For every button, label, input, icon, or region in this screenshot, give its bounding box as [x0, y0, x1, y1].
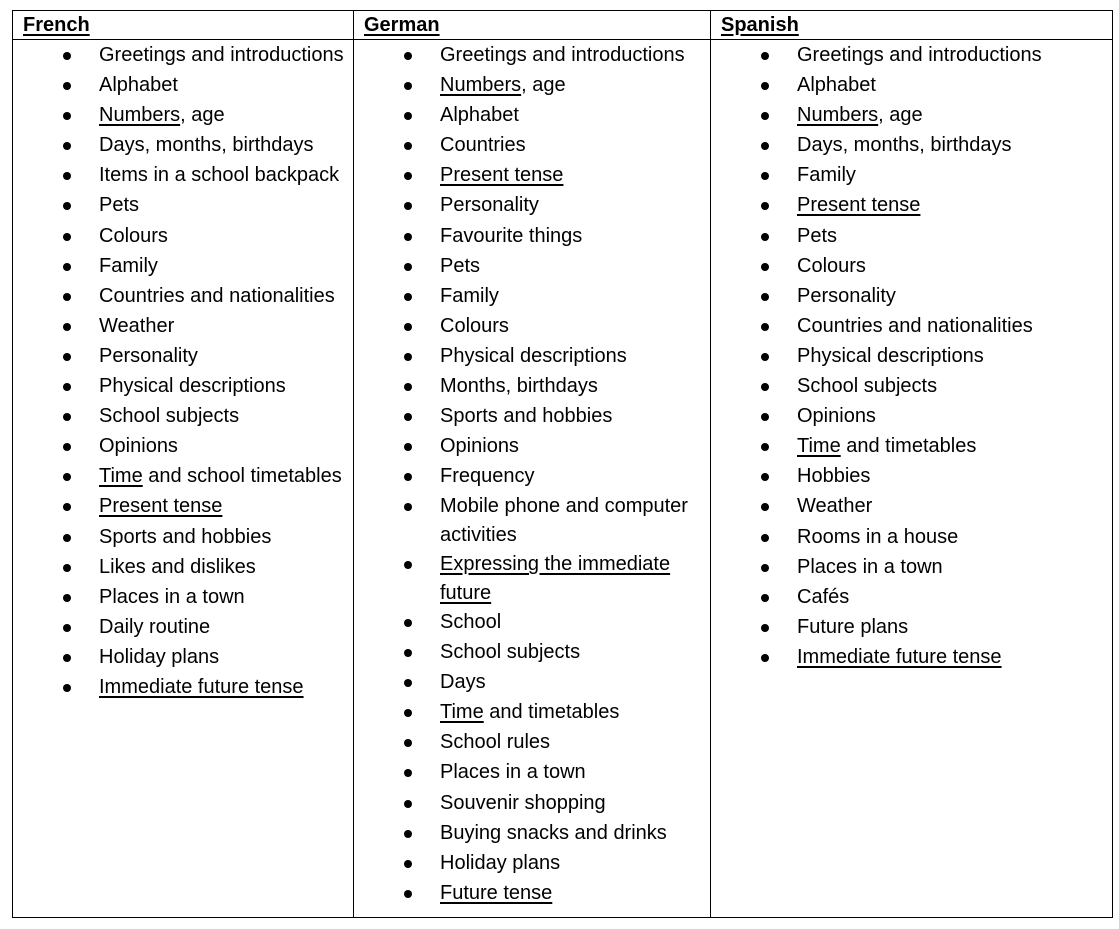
topic-text: Sports and hobbies — [440, 405, 613, 428]
topics-row — [13, 40, 1113, 918]
bullet-icon — [63, 473, 71, 481]
bullet-icon — [63, 654, 71, 662]
topic-text: Family — [99, 254, 158, 277]
underlined-term: Numbers — [440, 74, 522, 97]
bullet-icon — [63, 293, 71, 301]
bullet-icon — [63, 684, 71, 692]
bullet-icon — [63, 503, 71, 511]
list-item — [354, 282, 710, 311]
topic-text: , age — [180, 104, 225, 127]
bullet-icon — [761, 413, 769, 421]
bullet-icon — [761, 654, 769, 662]
topic-text: Holiday plans — [440, 851, 561, 874]
list-item — [711, 191, 1112, 220]
list-item — [354, 41, 710, 70]
list-item — [711, 613, 1112, 642]
list-item — [711, 523, 1112, 552]
bullet-icon — [761, 473, 769, 481]
bullet-icon — [404, 323, 412, 331]
bullet-icon — [404, 413, 412, 421]
bullet-icon — [63, 443, 71, 451]
topic-text: Likes and dislikes — [99, 555, 256, 578]
list-item — [711, 342, 1112, 371]
list-item — [354, 879, 710, 908]
bullet-icon — [761, 172, 769, 180]
list-item — [354, 849, 710, 878]
bullet-icon — [404, 561, 412, 569]
list-item — [354, 550, 710, 607]
topic-text: Months, birthdays — [440, 375, 598, 398]
topic-text: School — [440, 611, 502, 633]
topic-text: Colours — [440, 314, 509, 337]
topic-text: and timetables — [840, 435, 977, 458]
list-item — [13, 342, 353, 371]
topic-text: Frequency — [440, 465, 535, 488]
list-item — [711, 372, 1112, 401]
bullet-icon — [63, 112, 71, 120]
bullet-icon — [404, 443, 412, 451]
underlined-term: Time — [99, 465, 143, 488]
list-item — [354, 789, 710, 818]
list-item — [711, 131, 1112, 160]
list-item — [13, 161, 353, 190]
topic-text: Places in a town — [797, 555, 943, 578]
topic-text: Items in a school backpack — [99, 164, 340, 187]
bullet-icon — [63, 82, 71, 90]
topic-text: Alphabet — [440, 104, 519, 127]
list-item — [354, 728, 710, 757]
list-item — [13, 41, 353, 70]
topic-text: and school timetables — [142, 465, 342, 488]
bullet-icon — [404, 503, 412, 511]
bullet-icon — [404, 679, 412, 687]
topic-text: Opinions — [99, 435, 178, 458]
list-item — [354, 191, 710, 220]
topic-text: School subjects — [440, 641, 581, 664]
topic-text: Greetings and introductions — [440, 44, 685, 66]
topic-text: Sports and hobbies — [99, 525, 272, 548]
bullet-icon — [404, 473, 412, 481]
topic-text: Colours — [99, 224, 168, 247]
bullet-icon — [63, 624, 71, 632]
underlined-term: Immediate future tense — [797, 645, 1002, 668]
list-item — [354, 342, 710, 371]
list-item — [354, 101, 710, 130]
bullet-icon — [761, 503, 769, 511]
list-item — [354, 312, 710, 341]
list-item — [354, 432, 710, 461]
bullet-icon — [404, 769, 412, 777]
underlined-term: Numbers — [797, 104, 879, 127]
topic-text: Weather — [797, 495, 873, 518]
bullet-icon — [63, 202, 71, 210]
header-row — [13, 11, 1113, 40]
list-item — [13, 553, 353, 582]
bullet-icon — [63, 172, 71, 180]
bullet-icon — [404, 233, 412, 241]
bullet-icon — [404, 830, 412, 838]
list-item — [13, 252, 353, 281]
spanish-column — [711, 40, 1113, 918]
list-item — [354, 222, 710, 251]
underlined-term: Numbers — [99, 104, 181, 127]
topic-text: Souvenir shopping — [440, 791, 606, 814]
list-item — [13, 462, 353, 491]
list-item — [354, 608, 710, 637]
topic-text: Days — [440, 671, 486, 694]
topic-text: School subjects — [99, 405, 240, 428]
bullet-icon — [761, 323, 769, 331]
topic-text: Places in a town — [99, 585, 245, 608]
bullet-icon — [404, 202, 412, 210]
topic-text: Future plans — [797, 615, 909, 638]
bullet-icon — [404, 142, 412, 150]
topic-text: Personality — [99, 344, 198, 367]
underlined-term: Time — [440, 701, 484, 724]
list-item — [354, 462, 710, 491]
underlined-term: Time — [797, 435, 841, 458]
topic-text: , age — [878, 104, 923, 127]
bullet-icon — [404, 52, 412, 60]
list-item — [711, 432, 1112, 461]
bullet-icon — [761, 624, 769, 632]
topic-text: Opinions — [797, 405, 876, 428]
topic-text: Days, months, birthdays — [99, 134, 314, 157]
bullet-icon — [761, 112, 769, 120]
list-item — [13, 523, 353, 552]
underlined-term: Present tense — [440, 164, 564, 187]
underlined-term: Present tense — [99, 495, 223, 518]
list-item — [711, 312, 1112, 341]
topic-text: Holiday plans — [99, 645, 220, 668]
topic-text: Buying snacks and drinks — [440, 821, 667, 844]
bullet-icon — [761, 202, 769, 210]
list-item — [354, 698, 710, 727]
list-item — [13, 71, 353, 100]
column-header-german: German — [354, 11, 711, 40]
bullet-icon — [404, 353, 412, 361]
list-item — [711, 161, 1112, 190]
list-item — [13, 643, 353, 672]
list-item — [711, 402, 1112, 431]
list-item — [354, 402, 710, 431]
bullet-icon — [761, 142, 769, 150]
list-item — [13, 492, 353, 521]
list-item — [13, 372, 353, 401]
german-topic-list — [354, 40, 710, 908]
topic-text: Countries — [440, 134, 526, 157]
french-topic-list — [13, 40, 353, 702]
topics-table — [12, 10, 1113, 918]
bullet-icon — [63, 383, 71, 391]
topic-text: Personality — [797, 284, 896, 307]
list-item — [354, 492, 710, 549]
spanish-topic-list — [711, 40, 1112, 672]
topic-text: Places in a town — [440, 761, 586, 784]
french-column — [13, 40, 354, 918]
bullet-icon — [761, 82, 769, 90]
list-item — [13, 191, 353, 220]
bullet-icon — [761, 564, 769, 572]
topic-text: Physical descriptions — [440, 344, 627, 367]
bullet-icon — [404, 800, 412, 808]
list-item — [354, 252, 710, 281]
list-item — [711, 583, 1112, 612]
bullet-icon — [404, 709, 412, 717]
list-item — [711, 252, 1112, 281]
topic-text: School rules — [440, 731, 551, 754]
topic-text: Days, months, birthdays — [797, 134, 1012, 157]
topic-text: Family — [440, 284, 499, 307]
topic-text: Family — [797, 164, 856, 187]
topic-text: Hobbies — [797, 465, 871, 488]
topic-text: Greetings and introductions — [99, 44, 344, 66]
list-item — [13, 613, 353, 642]
bullet-icon — [404, 293, 412, 301]
list-item — [13, 312, 353, 341]
bullet-icon — [404, 263, 412, 271]
bullet-icon — [404, 860, 412, 868]
topic-text: Cafés — [797, 585, 850, 608]
topic-text: Personality — [440, 194, 539, 217]
list-item — [711, 282, 1112, 311]
list-item — [354, 372, 710, 401]
column-header-spanish: Spanish — [711, 11, 1113, 40]
bullet-icon — [404, 112, 412, 120]
topic-text: and timetables — [483, 701, 620, 724]
bullet-icon — [761, 353, 769, 361]
topic-text: Weather — [99, 314, 175, 337]
topic-text: , age — [521, 74, 566, 97]
list-item — [13, 432, 353, 461]
bullet-icon — [63, 52, 71, 60]
bullet-icon — [404, 383, 412, 391]
topic-text: Daily routine — [99, 615, 211, 638]
topic-text: Opinions — [440, 435, 519, 458]
list-item — [13, 673, 353, 702]
list-item — [711, 553, 1112, 582]
underlined-term: Immediate future tense — [99, 675, 304, 698]
column-header-french: French — [13, 11, 354, 40]
list-item — [354, 131, 710, 160]
topic-text: Rooms in a house — [797, 525, 959, 548]
list-item — [13, 222, 353, 251]
list-item — [354, 819, 710, 848]
topic-text: Favourite things — [440, 224, 583, 247]
list-item — [13, 402, 353, 431]
list-item — [711, 222, 1112, 251]
list-item — [13, 282, 353, 311]
bullet-icon — [63, 413, 71, 421]
topic-text: School subjects — [797, 375, 938, 398]
bullet-icon — [761, 293, 769, 301]
list-item — [711, 71, 1112, 100]
bullet-icon — [761, 443, 769, 451]
list-item — [354, 638, 710, 667]
list-item — [354, 668, 710, 697]
bullet-icon — [761, 594, 769, 602]
bullet-icon — [63, 564, 71, 572]
topic-text: Countries and nationalities — [797, 314, 1033, 337]
bullet-icon — [63, 353, 71, 361]
list-item — [13, 583, 353, 612]
bullet-icon — [761, 233, 769, 241]
topic-text: Physical descriptions — [99, 375, 286, 398]
topic-text: Countries and nationalities — [99, 284, 335, 307]
bullet-icon — [404, 172, 412, 180]
list-item — [711, 643, 1112, 672]
bullet-icon — [404, 82, 412, 90]
bullet-icon — [761, 383, 769, 391]
list-item — [711, 41, 1112, 70]
topic-text: Greetings and introductions — [797, 44, 1042, 66]
bullet-icon — [404, 619, 412, 627]
bullet-icon — [63, 323, 71, 331]
bullet-icon — [404, 739, 412, 747]
underlined-term: Expressing the immediate future — [440, 553, 671, 604]
underlined-term: Present tense — [797, 194, 921, 217]
topic-text: Pets — [797, 224, 838, 247]
list-item — [711, 101, 1112, 130]
bullet-icon — [63, 263, 71, 271]
bullet-icon — [63, 233, 71, 241]
underlined-term: Future tense — [440, 881, 553, 904]
german-column — [354, 40, 711, 918]
topic-text: Pets — [440, 254, 481, 277]
list-item — [13, 101, 353, 130]
topic-text: Physical descriptions — [797, 344, 984, 367]
bullet-icon — [761, 52, 769, 60]
bullet-icon — [63, 594, 71, 602]
list-item — [13, 131, 353, 160]
list-item — [354, 71, 710, 100]
list-item — [711, 462, 1112, 491]
topic-text: Alphabet — [99, 74, 178, 97]
bullet-icon — [761, 263, 769, 271]
topic-text: Colours — [797, 254, 866, 277]
topic-text: Mobile phone and computer activities — [440, 495, 688, 546]
bullet-icon — [63, 534, 71, 542]
bullet-icon — [404, 890, 412, 898]
bullet-icon — [404, 649, 412, 657]
bullet-icon — [761, 534, 769, 542]
bullet-icon — [63, 142, 71, 150]
topic-text: Alphabet — [797, 74, 876, 97]
topic-text: Pets — [99, 194, 140, 217]
list-item — [711, 492, 1112, 521]
list-item — [354, 161, 710, 190]
list-item — [354, 758, 710, 787]
